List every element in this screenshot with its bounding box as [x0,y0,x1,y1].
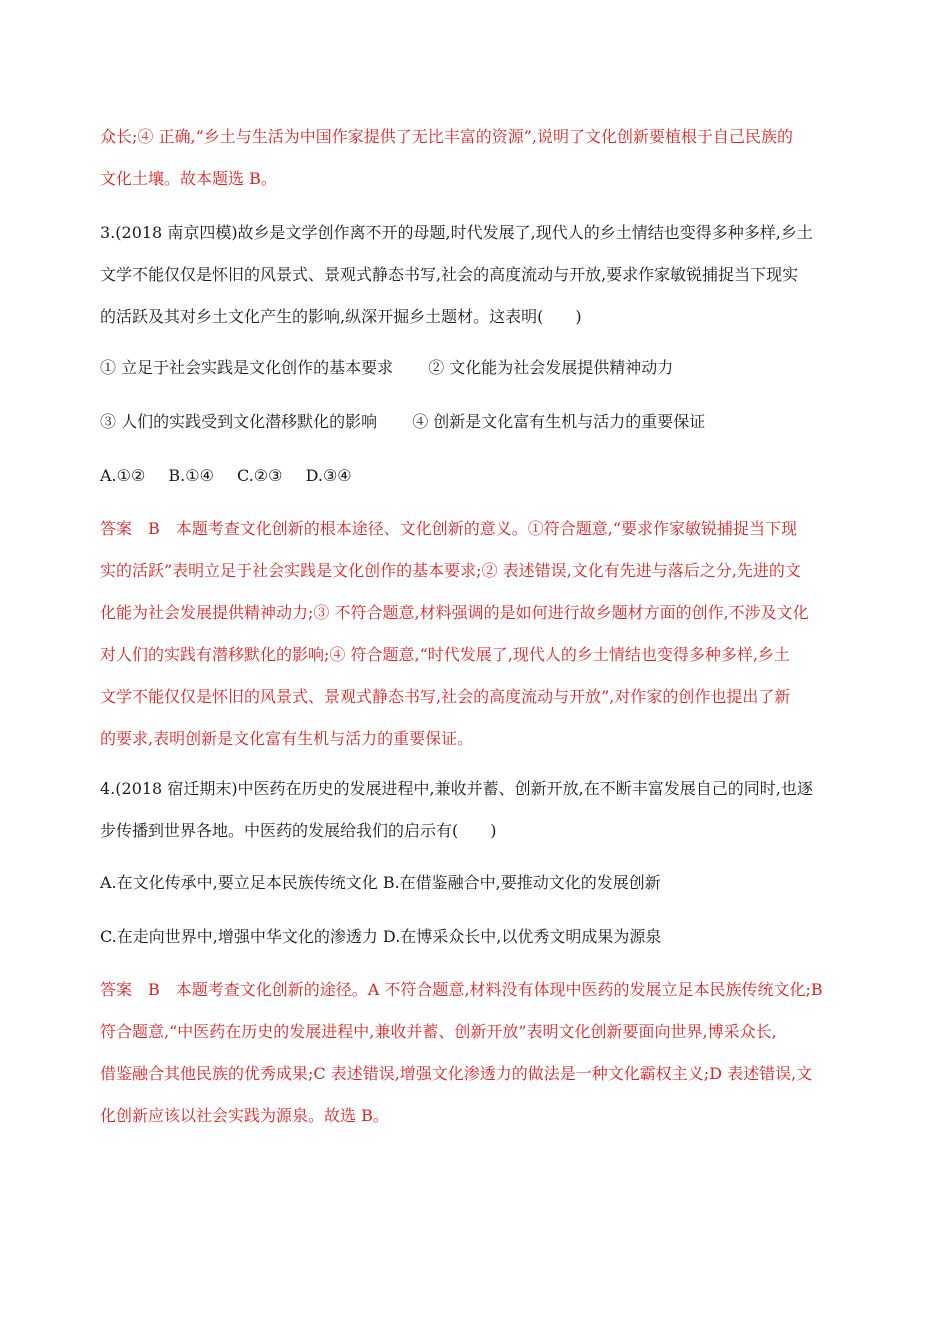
q3-answer [100,508,852,760]
question-line: 4.(2018 宿迁期末)中医药在历史的发展进程中,兼收并蓄、创新开放,在不断丰富发展自己的同时,也逐 [100,779,813,798]
option-row [100,401,852,443]
option-row: C.在走向世界中,增强中华文化的渗透力 D.在博采众长中,以优秀文明成果为源泉 [100,927,662,946]
option-3: ③ 人们的实践受到文化潜移默化的影响 [100,412,378,431]
q4-stem [100,768,852,852]
answer-line: 答案 B 本题考查文化创新的根本途径、文化创新的意义。①符合题意,“要求作家敏锐捕捉当下现 [100,519,798,538]
q3-options [100,347,852,389]
choice-c: C.②③ [237,466,283,485]
question-line: 步传播到世界各地。中医药的发展给我们的启示有( ) [100,821,497,840]
answer-line: 符合题意,“中医药在历史的发展进程中,兼收并蓄、创新开放”表明文化创新要面向世界,博采众长, [100,1022,777,1041]
option-1: ① 立足于社会实践是文化创作的基本要求 [100,358,394,377]
option-2: ② 文化能为社会发展提供精神动力 [428,358,674,377]
answer-line: 借鉴融合其他民族的优秀成果;C 表述错误,增强文化渗透力的做法是一种文化霸权主义;D 表述错误,文 [100,1064,813,1083]
q3-options-2 [100,401,852,443]
question-line: 的活跃及其对乡土文化产生的影响,纵深开掘乡土题材。这表明( ) [100,307,582,326]
answer-line: 答案 B 本题考查文化创新的途径。A 不符合题意,材料没有体现中医药的发展立足本民族传统文化;B [100,980,823,999]
q4-option-ab [100,862,852,904]
q4-option-cd [100,916,852,958]
q4-answer [100,969,852,1137]
answer-line: 对人们的实践有潜移默化的影响;④ 符合题意,“时代发展了,现代人的乡土情结也变得多种多样,乡土 [100,645,790,664]
q3-choices [100,455,852,497]
answer-line: 的要求,表明创新是文化富有生机与活力的重要保证。 [100,729,474,748]
answer-line: 化创新应该以社会实践为源泉。故选 B。 [100,1106,389,1125]
answer-line: 实的活跃”表明立足于社会实践是文化创作的基本要求;② 表述错误,文化有先进与落后之分,先进的文 [100,561,801,580]
choice-d: D.③④ [305,466,352,485]
option-row: A.在文化传承中,要立足本民族传统文化 B.在借鉴融合中,要推动文化的发展创新 [100,873,661,892]
choice-a: A.①② [100,466,146,485]
option-row [100,347,852,389]
option-4: ④ 创新是文化富有生机与活力的重要保证 [412,412,706,431]
choice-row [100,455,852,497]
choice-b: B.①④ [168,466,214,485]
question-line: 文学不能仅仅是怀旧的风景式、景观式静态书写,社会的高度流动与开放,要求作家敏锐捕捉当下现实 [100,265,799,284]
answer-line: 众长;④ 正确,“乡土与生活为中国作家提供了无比丰富的资源”,说明了文化创新要植根于自己民族的 [100,127,794,146]
answer-line: 文学不能仅仅是怀旧的风景式、景观式静态书写,社会的高度流动与开放”,对作家的创作也提出了新 [100,687,791,706]
prev-answer [100,116,852,200]
answer-line: 文化土壤。故本题选 B。 [100,169,277,188]
q3-stem [100,212,852,338]
answer-line: 化能为社会发展提供精神动力;③ 不符合题意,材料强调的是如何进行故乡题材方面的创作,不涉及文化 [100,603,809,622]
question-line: 3.(2018 南京四模)故乡是文学创作离不开的母题,时代发展了,现代人的乡土情结也变得多种多样,乡土 [100,223,813,242]
